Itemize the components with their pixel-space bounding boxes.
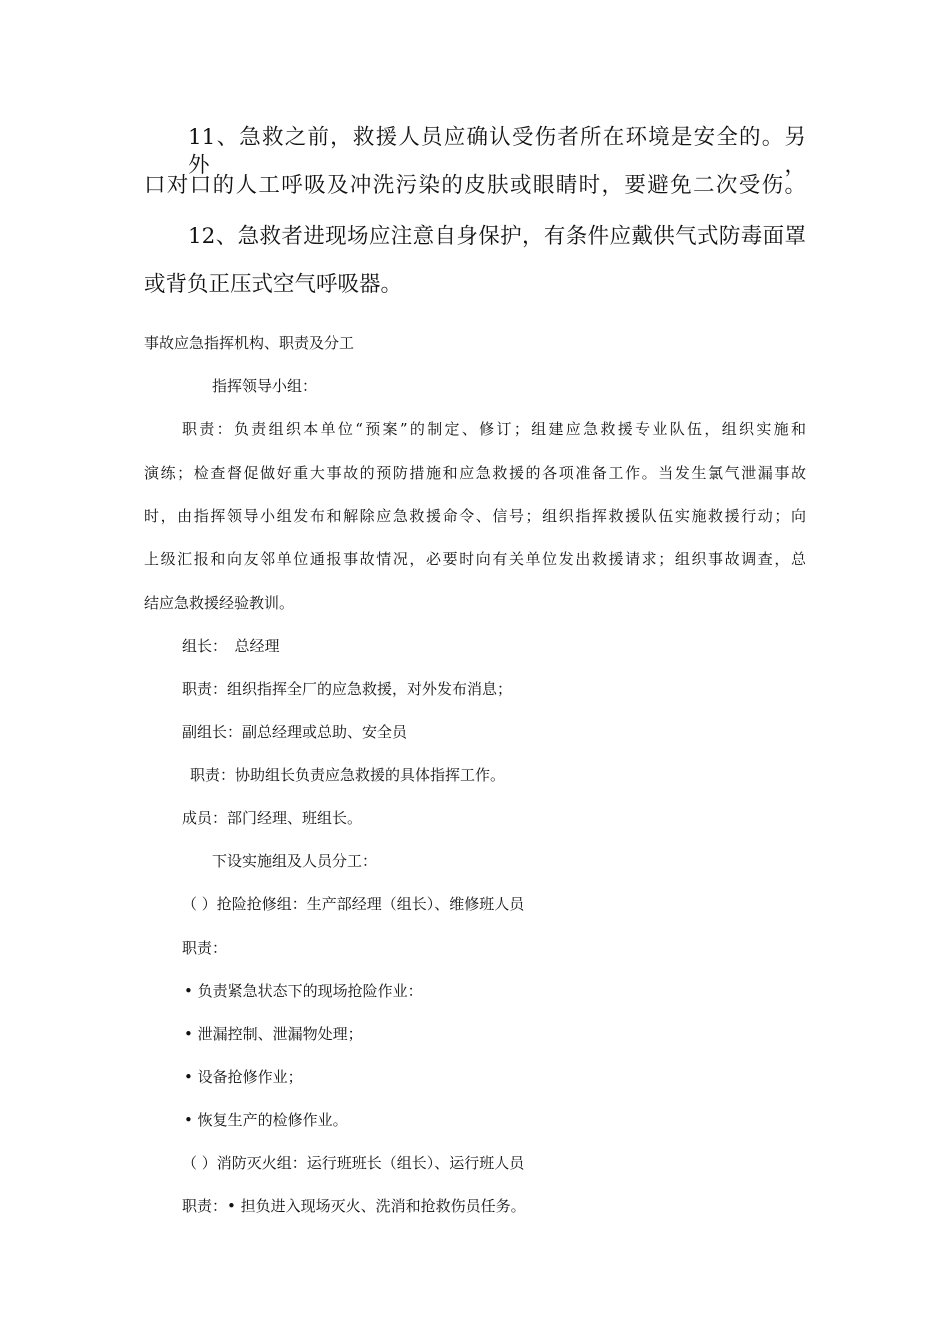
deputy-leader-line: 副组长：副总经理或总助、安全员: [182, 723, 408, 741]
duty-line-2: 演练；检查督促做好重大事故的预防措施和应急救援的各项准备工作。当发生氯气泄漏事故: [144, 464, 806, 482]
para-12-line-2: 或背负正压式空气呼吸器。: [144, 272, 403, 297]
duty-line-3: 时，由指挥领导小组发布和解除应急救援命令、信号；组织指挥救援队伍实施救援行动；向: [144, 507, 806, 525]
para-12-line-1: 12、急救者进现场应注意自身保护，有条件应戴供气式防毒面罩: [188, 224, 806, 249]
repair-duty-label: 职责：: [182, 939, 228, 957]
para-11-line-2: 口对口的人工呼吸及冲洗污染的皮肤或眼睛时，要避免二次受伤。: [144, 173, 806, 198]
repair-duty-item-1: • 负责紧急状态下的现场抢险作业：: [184, 982, 423, 1000]
fire-group-line: （ ）消防灭火组：运行班班长（组长）、运行班人员: [182, 1154, 525, 1172]
repair-duty-item-2: • 泄漏控制、泄漏物处理；: [184, 1025, 363, 1043]
members-line: 成员：部门经理、班组长。: [182, 809, 363, 827]
deputy-duty-line: 职责：协助组长负责应急救援的具体指挥工作。: [190, 766, 506, 784]
leader-duty-line: 职责：组织指挥全厂的应急救援，对外发布消息；: [182, 680, 513, 698]
leader-line: 组长： 总经理: [182, 637, 280, 655]
section-title: 事故应急指挥机构、职责及分工: [144, 334, 355, 352]
duty-line-4: 上级汇报和向友邻单位通报事故情况，必要时向有关单位发出救援请求；组织事故调查，总: [144, 550, 806, 568]
duty-line-1: 职责：负责组织本单位“预案”的制定、修订；组建应急救援专业队伍，组织实施和: [182, 420, 806, 438]
repair-group-line: （ ）抢险抢修组：生产部经理（组长）、维修班人员: [182, 895, 525, 913]
duty-line-5: 结应急救援经验教训。: [144, 594, 295, 612]
repair-duty-item-3: • 设备抢修作业；: [184, 1068, 303, 1086]
fire-duty-line: 职责：• 担负进入现场灭火、洗消和抢救伤员任务。: [182, 1197, 526, 1215]
repair-duty-item-4: • 恢复生产的检修作业。: [184, 1111, 348, 1129]
leadership-group-heading: 指挥领导小组：: [212, 377, 318, 395]
para-11-line-1: 11、急救之前，救援人员应确认受伤者所在环境是安全的。另外，: [188, 125, 806, 178]
subgroups-intro: 下设实施组及人员分工：: [212, 852, 378, 870]
